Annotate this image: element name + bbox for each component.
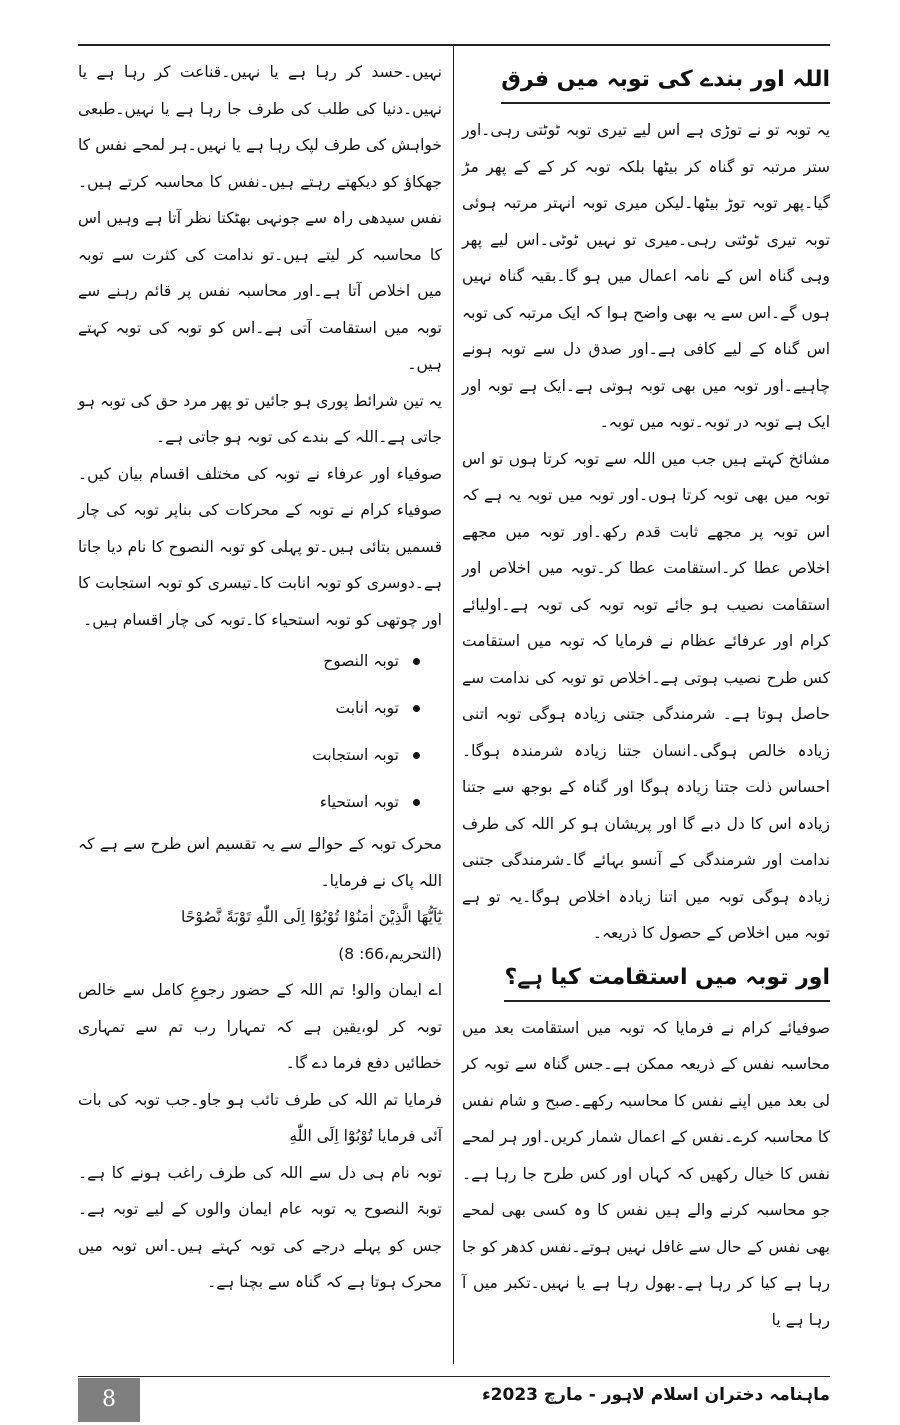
- list-item: [78, 732, 420, 779]
- bullet-icon: [413, 658, 420, 665]
- left-para-5: اے ایمان والو! تم اللہ کے حضور رجوعِ کامل سے خالص توبہ کر لو،یقین ہے کہ تمہارا رب تم سے تمہاری خطائیں دفع فرما دے گا۔: [78, 981, 442, 1072]
- bullet-icon: [413, 799, 420, 806]
- verse-reference: (التحریم،66: 8): [338, 944, 442, 963]
- list-item-label: توبہ استجابت: [312, 746, 399, 764]
- right-para-3: صوفیائے کرام نے فرمایا کہ توبہ میں استقامت بعد میں محاسبہ نفس کے ذریعہ ممکن ہے۔جس گناہ سے توبہ کر لی بعد میں اپنے نفس کا محاسبہ رکھے۔صبح و شام نفس کا محاسبہ کرے۔نفس کے اعمال شمار کریں۔اور ہر لمحے نفس کا خیال رکھیں کہ کہاں اور کس طرح جا رہا ہے۔جو محاسبہ کرنے والے ہیں نفس کا وہ کسی بھی لمحے بھی نفس کے حال سے غافل نہیں ہوتے۔نفس کدھر کو جا رہا ہے کیا کر رہا ہے۔بھول رہا ہے یا نہیں۔تکبر میں آ رہا ہے یا: [462, 1018, 830, 1329]
- footer-rule: [78, 1376, 830, 1377]
- right-para-1: یہ توبہ تو نے توڑی ہے اس لیے تیری توبہ ٹوٹتی رہی۔اور ستر مرتبہ تو گناہ کر بیٹھا بلکہ توبہ کر کے کے پھر مڑ گیا۔پھر توبہ توڑ بیٹھا۔لیکن میری توبہ انہتر مرتبہ ہوئی توبہ تیری ٹوٹتی رہی۔میری تو نہیں ٹوٹی۔اس لیے پھر وہی گناہ اس کے نامہ اعمال میں ہو گا۔بقیہ گناہ نہیں ہوں گے۔اس سے یہ بھی واضح ہوا کہ ایک مرتبہ کی توبہ اس گناہ کے لیے کافی ہے۔اور صدق دل سے توبہ ہونے چاہیے۔اور توبہ میں بھی توبہ ہوتی ہے۔ایک ہے توبہ اور ایک ہے توبہ در توبہ۔توبہ میں توبہ۔: [462, 121, 830, 431]
- list-item: [78, 779, 420, 826]
- left-para-1: نہیں۔حسد کر رہا ہے یا نہیں۔قناعت کر رہا ہے یا نہیں۔دنیا کی طلب کی طرف جا رہا ہے یا نہیں۔طبعی خواہش کی طرف لپک رہا ہے یا نہیں۔ہر لمحے نفس کا جھکاؤ کو دیکھتے رہتے ہیں۔نفس کا محاسبہ کرتے ہیں۔نفس سیدھی راہ سے جونہی بھٹکتا نظر آتا ہے وہیں اس کا محاسبہ کر لیتے ہیں۔تو ندامت کی کثرت سے توبہ میں اخلاص آتا ہے۔اور محاسبہ نفس پر قائم رہنے سے توبہ میں استقامت آتی ہے۔اس کو توبہ کی توبہ کہتے ہیں۔: [78, 63, 442, 373]
- left-para-4: محرک توبہ کے حوالے سے یہ تقسیم اس طرح سے ہے کہ اللہ پاک نے فرمایا۔: [78, 835, 442, 890]
- magazine-masthead: ماہنامہ دختران اسلام لاہور - مارچ 2023ء: [481, 1385, 830, 1405]
- left-column: [78, 54, 442, 1301]
- bullet-icon: [413, 705, 420, 712]
- right-para-2: مشائخ کہتے ہیں جب میں اللہ سے توبہ کرتا ہوں تو اس توبہ میں بھی توبہ کرتا ہوں۔اور توبہ میں توبہ یہ ہے کہ اس توبہ پر مجھے ثابت قدم رکھ۔اور توبہ میں مجھے اخلاص عطا کر۔استقامت عطا کر۔توبہ میں اخلاص اور استقامت نصیب ہو جائے توبہ توبہ کی توبہ ہے۔اولیائے کرام اور عرفائے عظام نے فرمایا کہ توبہ میں استقامت کس طرح نصیب ہوتی ہے۔اخلاص تو توبہ کی ندامت سے حاصل ہوتا ہے۔ شرمندگی جتنی زیادہ ہوگی توبہ اتنی زیادہ خالص ہوگی۔انسان جتنا زیادہ شرمندہ ہوگا۔احساس ذلت جتنا زیادہ ہوگا اور گناہ کے بوجھ سے جتنا زیادہ اس کا دل دبے گا اور پریشان ہو کر اللہ کی طرف ندامت اور شرمندگی کے آنسو بہائے گا۔شرمندگی جتنی زیادہ ہوگی توبہ میں اتنا زیادہ اخلاص ہوگا۔یہ تو ہے توبہ میں اخلاص کے حصول کا ذریعہ۔: [462, 449, 830, 942]
- left-para-2: یہ تین شرائط پوری ہو جائیں تو پھر مرد حق کی توبہ ہو جاتی ہے۔اللہ کے بندے کی توبہ ہو جاتی ہے۔: [77, 391, 442, 446]
- list-item-label: توبہ استحیاء: [319, 793, 399, 811]
- right-column: [462, 54, 830, 1338]
- list-item: [78, 638, 420, 685]
- left-para-6: فرمایا تم اللہ کی طرف تائب ہو جاو۔جب توبہ کی بات آئی فرمایا تُوْبُوْٓا اِلَى اللّٰهِ: [78, 1090, 442, 1145]
- list-item: [78, 685, 420, 732]
- list-item-label: توبہ انابت: [335, 699, 399, 717]
- page-number: 8: [78, 1378, 140, 1422]
- top-rule: [78, 44, 830, 46]
- tawbah-types-list: [78, 638, 442, 826]
- left-para-3: صوفیاء اور عرفاء نے توبہ کی مختلف اقسام بیان کیں۔صوفیاء کرام نے توبہ کے محرکات کی بناپر توبہ کی چار قسمیں بتائی ہیں۔تو پہلی کو توبہ النصوح کا نام دیا جاتا ہے۔دوسری کو توبہ انابت کا۔تیسری کو توبہ استجابت کا اور چوتھی کو توبہ استحیاء کا۔توبہ کی چار اقسام ہیں۔: [78, 464, 442, 629]
- left-para-7: توبہ نام ہی دل سے اللہ کی طرف راغب ہونے کا ہے۔توبۃ النصوح یہ توبہ عام ایمان والوں کے لیے توبہ ہے۔جس کو پہلے درجے کی توبہ کہتے ہیں۔اس توبہ میں محرک ہوتا ہے کہ گناہ سے بچنا ہے۔: [78, 1163, 442, 1291]
- list-item-label: توبہ النصوح: [323, 652, 399, 670]
- section-heading-2: اور توبہ میں استقامت کیا ہے؟: [504, 958, 830, 1002]
- column-divider: [453, 46, 454, 1364]
- bullet-icon: [413, 752, 420, 759]
- section-heading-1: اللہ اور بندے کی توبہ میں فرق: [501, 60, 830, 104]
- quran-verse: يٰٓاَيُّهَا الَّذِيْنَ اٰمَنُوْا تُوْبُوْٓا اِلَى اللّٰهِ تَوْبَةً نَّصُوْحًا: [181, 908, 442, 926]
